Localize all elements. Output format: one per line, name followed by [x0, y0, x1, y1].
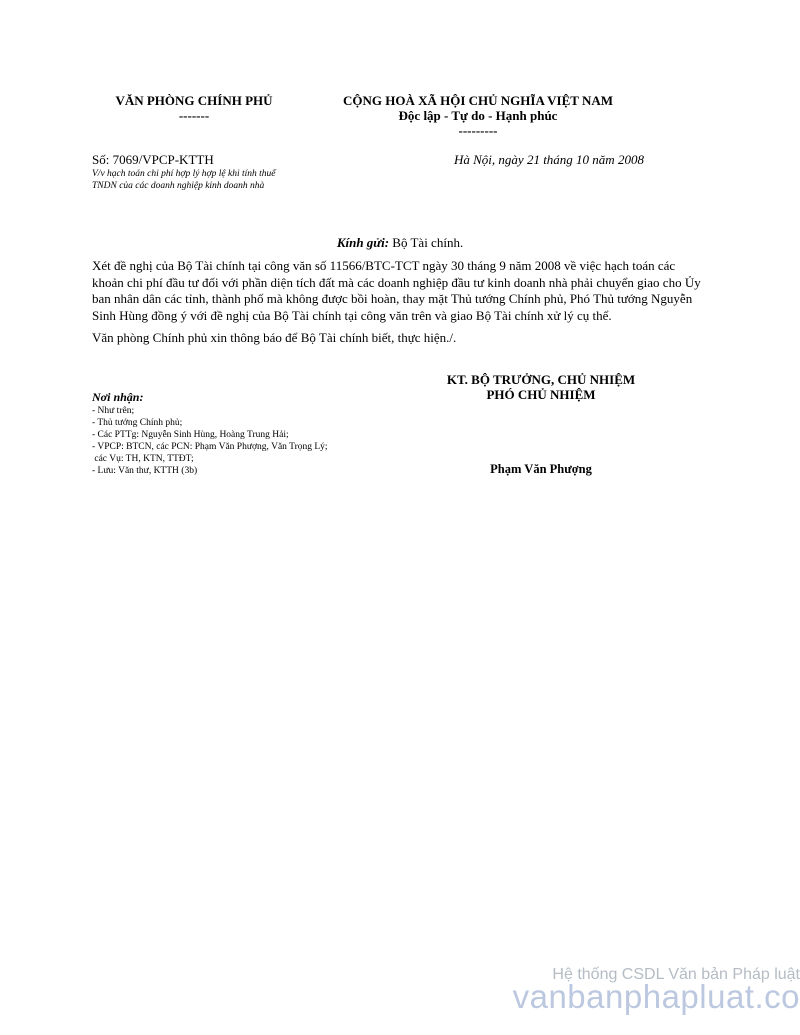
document-body	[92, 258, 708, 353]
document-subject: V/v hạch toán chi phí hợp lý hợp lệ khi tính thuế TNDN của các doanh nghiệp kinh doanh nhà	[92, 169, 276, 191]
document-number: Số: 7069/VPCP-KTTH	[92, 152, 214, 167]
signature-block	[408, 372, 674, 402]
body-paragraph-2: Văn phòng Chính phủ xin thông báo để Bộ Tài chính biết, thực hiện./.	[92, 330, 457, 345]
recipient-item: - Như trên;	[92, 406, 135, 416]
signature-position: PHÓ CHỦ NHIỆM	[486, 387, 596, 402]
signer-name: Phạm Văn Phượng	[490, 462, 592, 476]
recipient-item: các Vụ: TH, KTN, TTĐT;	[92, 454, 194, 464]
recipient-item: - Lưu: Văn thư, KTTH (3b)	[92, 466, 198, 476]
issuing-agency: VĂN PHÒNG CHÍNH PHỦ	[115, 93, 273, 108]
national-motto-divider: ---------	[458, 123, 498, 138]
issuing-agency-block	[100, 93, 288, 123]
signature-authority: KT. BỘ TRƯỞNG, CHỦ NHIỆM	[446, 372, 636, 387]
addressee-line	[92, 235, 708, 251]
national-motto: Độc lập - Tự do - Hạnh phúc	[398, 108, 558, 123]
recipient-item: - VPCP: BTCN, các PCN: Phạm Văn Phượng, Văn Trọng Lý;	[92, 442, 328, 452]
addressee-label: Kính gửi:	[336, 235, 390, 250]
addressee-name: Bộ Tài chính.	[389, 235, 464, 250]
recipients-title: Nơi nhận:	[92, 390, 144, 404]
national-title: CỘNG HOÀ XÃ HỘI CHỦ NGHĨA VIỆT NAM	[342, 93, 614, 108]
recipients-list	[92, 405, 328, 477]
issuing-agency-divider: -------	[178, 108, 210, 123]
national-heading-block	[330, 93, 626, 138]
date-line: Hà Nội, ngày 21 tháng 10 năm 2008	[454, 152, 644, 167]
watermark-site: vanbanphapluat.co	[512, 978, 800, 1015]
watermark-caption: Hệ thống CSDL Văn bản Pháp luật	[552, 966, 800, 983]
body-paragraph-1: Xét đề nghị của Bộ Tài chính tại công văn số 11566/BTC-TCT ngày 30 tháng 9 năm 2008 về việc hạch toán các khoản chi phí đầu tư đối với phần diện tích đất mà các doanh nghiệp đầu tư kinh doanh nhà phải chuyển giao cho Ủy ban nhân dân các tỉnh, thành phố mà không được bồi hoàn, thay mặt Thủ tướng Chính phủ, Phó Thủ tướng Nguyễn Sinh Hùng đồng ý với đề nghị của Bộ Tài chính tại công văn trên và giao Bộ Tài chính xử lý cụ thể.	[92, 258, 701, 323]
recipient-item: - Các PTTg: Nguyễn Sinh Hùng, Hoàng Trung Hải;	[92, 430, 289, 440]
recipient-item: - Thủ tướng Chính phủ;	[92, 418, 183, 428]
